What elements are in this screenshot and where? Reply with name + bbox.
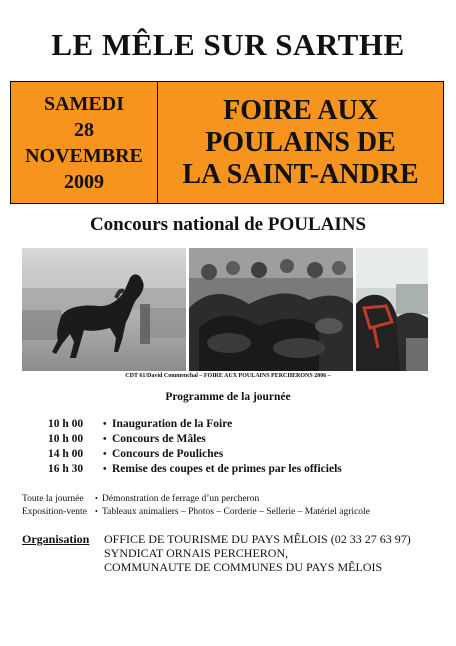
event-name-box: [158, 82, 443, 203]
event-year: 2009: [64, 170, 104, 193]
programme-time: 10 h 00: [48, 433, 84, 445]
programme-text: Concours de Pouliches: [112, 448, 224, 460]
photo-horse-head: [356, 248, 428, 371]
info-text: Tableaux animaliers – Photos – Corderie – Sellerie – Matériel agricole: [102, 507, 370, 517]
organisation-line: OFFICE DE TOURISME DU PAYS MÊLOIS (02 33 27 63 97): [104, 532, 411, 546]
bullet-icon: •: [103, 434, 107, 445]
bullet-icon: •: [103, 449, 107, 460]
event-name-line: LA SAINT-ANDRE: [182, 158, 419, 190]
event-name-line: POULAINS DE: [205, 126, 396, 158]
event-name-line: FOIRE AUX: [223, 94, 378, 126]
bullet-icon: •: [103, 419, 107, 430]
programme-title: Programme de la journée: [165, 391, 291, 403]
event-month: NOVEMBRE: [25, 144, 143, 167]
event-date-box: [11, 82, 158, 203]
organisation-label: Organisation: [22, 532, 90, 546]
info-label: Toute la journée: [22, 494, 84, 504]
bullet-icon: •: [95, 494, 98, 503]
info-text: Démonstration de ferrage d’un percheron: [102, 494, 260, 504]
photo-horse-crowd: [189, 248, 353, 371]
subtitle: Concours national de POULAINS: [89, 214, 367, 235]
info-label: Exposition-vente: [22, 507, 87, 517]
photo-credit: CDT 61/David Commenchal – FOIRE AUX POULAINS PERCHERONS 2006 –: [125, 373, 331, 379]
programme-time: 14 h 00: [48, 448, 84, 460]
programme-time: 16 h 30: [48, 463, 84, 475]
organisation-line: COMMUNAUTE DE COMMUNES DU PAYS MÊLOIS: [104, 560, 383, 574]
programme-text: Inauguration de la Foire: [112, 418, 233, 430]
bullet-icon: •: [95, 507, 98, 516]
bullet-icon: •: [103, 464, 107, 475]
programme-text: Remise des coupes et de primes par les officiels: [112, 463, 342, 475]
programme-time: 10 h 00: [48, 418, 84, 430]
event-date-number: 28: [74, 118, 94, 141]
organisation-line: SYNDICAT ORNAIS PERCHERON,: [104, 546, 289, 560]
photo-horse-action: [22, 248, 186, 371]
event-banner: [10, 81, 444, 204]
event-day: SAMEDI: [43, 92, 124, 115]
programme-text: Concours de Mâles: [112, 433, 206, 445]
page-title: LE MÊLE SUR SARTHE: [51, 27, 405, 62]
